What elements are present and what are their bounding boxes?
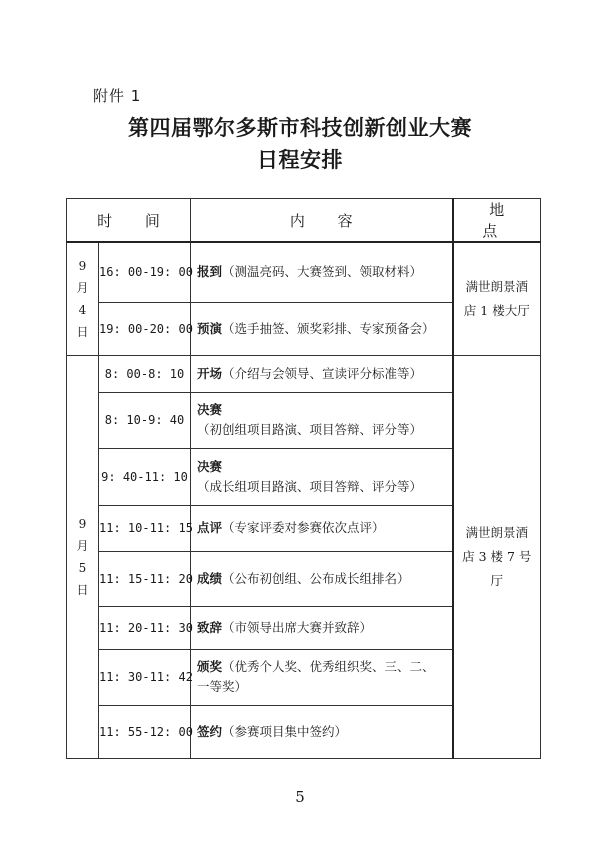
table-header-row <box>67 199 541 243</box>
venue-cell: 满世朗景酒店 3 楼 7 号厅 <box>453 355 541 758</box>
day-cell-sep4 <box>67 242 99 355</box>
date-char: 月 <box>76 280 89 295</box>
date-char: 5 <box>78 560 87 575</box>
event-detail: （介绍与会领导、宣读评分标准等） <box>222 365 423 381</box>
page-number: 5 <box>295 788 305 806</box>
time-cell: 11: 55-12: 00 <box>99 705 191 758</box>
content-cell <box>191 505 453 551</box>
table-row <box>67 242 541 302</box>
content-cell <box>191 242 453 302</box>
day-cell-sep5 <box>67 355 99 758</box>
table-row <box>67 355 541 392</box>
time-cell: 19: 00-20: 00 <box>99 302 191 355</box>
event-title: 成绩 <box>197 570 223 586</box>
document-subtitle: 日程安排 <box>257 147 343 172</box>
event-detail: （选手抽签、颁奖彩排、专家预备会） <box>222 320 435 336</box>
content-cell <box>191 448 453 505</box>
event-detail: （专家评委对参赛依次点评） <box>222 520 385 535</box>
document-title: 第四届鄂尔多斯市科技创新创业大赛 <box>128 115 472 140</box>
event-title: 决赛 <box>197 458 223 474</box>
event-title: 签约 <box>197 723 223 739</box>
column-header-content: 内 容 <box>191 199 453 243</box>
date-char: 日 <box>76 324 89 339</box>
content-cell <box>191 551 453 606</box>
time-cell: 11: 15-11: 20 <box>99 551 191 606</box>
date-char: 4 <box>78 302 87 317</box>
event-detail: （参赛项目集中签约） <box>222 723 348 739</box>
venue-cell: 满世朗景酒店 1 楼大厅 <box>453 242 541 355</box>
column-header-time: 时 间 <box>67 199 191 243</box>
content-cell <box>191 649 453 705</box>
event-title: 决赛 <box>197 402 223 417</box>
event-title: 预演 <box>197 320 223 336</box>
content-cell <box>191 606 453 649</box>
content-cell <box>191 705 453 758</box>
time-cell: 11: 10-11: 15 <box>99 505 191 551</box>
event-detail: （测温亮码、大赛签到、领取材料） <box>222 264 423 280</box>
event-detail: （公布初创组、公布成长组排名） <box>222 570 410 586</box>
event-title: 颁奖 <box>197 659 223 674</box>
time-cell: 8: 10-9: 40 <box>99 392 191 448</box>
time-cell: 11: 20-11: 30 <box>99 606 191 649</box>
time-cell: 11: 30-11: 42 <box>99 649 191 705</box>
content-cell <box>191 392 453 448</box>
attachment-label: 附件 1 <box>93 87 142 105</box>
event-title: 点评 <box>197 520 223 535</box>
event-detail: （成长组项目路演、项目答辩、评分等） <box>197 478 423 494</box>
date-char: 月 <box>76 538 89 553</box>
event-detail: （市领导出席大赛并致辞） <box>222 619 373 635</box>
date-char: 日 <box>76 582 89 597</box>
date-char: 9 <box>78 516 87 531</box>
event-title: 致辞 <box>197 619 223 635</box>
date-char: 9 <box>78 258 87 273</box>
schedule-table <box>66 198 541 759</box>
event-detail: （初创组项目路演、项目答辩、评分等） <box>197 422 423 437</box>
content-cell <box>191 355 453 392</box>
event-title: 报到 <box>197 264 223 280</box>
event-title: 开场 <box>197 365 223 381</box>
time-cell: 9: 40-11: 10 <box>99 448 191 505</box>
time-cell: 16: 00-19: 00 <box>99 242 191 302</box>
column-header-venue: 地 点 <box>453 199 541 243</box>
event-detail: （优秀个人奖、优秀组织奖、三、二、一等奖） <box>197 659 435 694</box>
content-cell <box>191 302 453 355</box>
time-cell: 8: 00-8: 10 <box>99 355 191 392</box>
